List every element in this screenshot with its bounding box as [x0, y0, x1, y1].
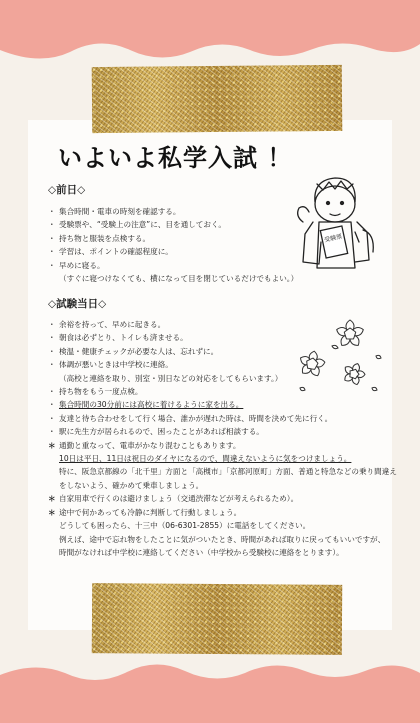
list-item: ・ 駅に先生方が居られるので、困ったことがあれば相談する。: [48, 427, 264, 437]
student-illustration-icon: [285, 172, 380, 277]
list-item-detail: 例えば、途中で忘れ物をしたことに気がついたとき、時間があれば取りに戻ってもいいですが、: [59, 534, 386, 544]
bottom-pink-wave: [0, 653, 420, 723]
list-item: ・ 朝食は必ずとり、トイレも済ませる。: [48, 333, 188, 343]
list-item-note: （高校と連絡を取り、別室・別日などの対応をしてもらいます。）: [59, 373, 283, 383]
list-item-star: ＊ 通勤と重なって、電車がかなり混むこともあります。: [48, 440, 241, 450]
list-item: ・ 学習は、ポイントの確認程度に。: [48, 247, 173, 257]
exam-ticket-label: 受験票: [323, 233, 343, 244]
list-item: ・ 友達と待ち合わせをして行く場合、誰かが遅れた時は、時間を決めて先に行く。: [48, 413, 333, 423]
list-item: ・ 集合時間の30分前には高校に着けるように家を出る。: [48, 400, 244, 410]
eve-list: [48, 205, 298, 285]
list-item-note: （すぐに寝つけなくても、横になって目を閉じているだけでもよい。）: [59, 274, 299, 284]
list-item-detail: どうしても困ったら、十三中（06-6301-2855）に電話をしてください。: [59, 521, 311, 531]
list-item: ・ 検温・健康チェックが必要な人は、忘れずに。: [48, 346, 219, 356]
cherry-blossom-icon: [292, 316, 384, 396]
section-heading-exam-day: ◇試験当日◇: [48, 298, 107, 310]
page-title: いよいよ私学入試 ！: [58, 144, 293, 172]
list-item: ・ 持ち物と服装を点検する。: [48, 233, 151, 243]
list-item-detail: 10日は平日、11日は祝日のダイヤになるので、間違えないように気をつけましょう。: [59, 454, 352, 464]
gold-tape-bottom: [92, 583, 342, 655]
section-heading-eve: ◇前日◇: [48, 184, 86, 196]
list-item: ・ 受験票や、“受験上の注意”に、目を通しておく。: [48, 220, 227, 230]
gold-tape-top: [92, 65, 343, 133]
list-item-star: ＊ 自家用車で行くのは避けましょう（交通渋滞などが考えられるため）。: [48, 494, 299, 504]
list-item-detail: 特に、阪急京都線の「北千里」方面と「高槻市」「京都河原町」方面、普通と特急などの乗り間違え: [59, 467, 397, 477]
list-item-detail: をしないよう、確かめて乗車しましょう。: [59, 480, 204, 490]
list-item: ・ 体調が悪いときは中学校に連絡。: [48, 360, 173, 370]
list-item: ・ 集合時間・電車の時刻を確認する。: [48, 207, 181, 216]
list-item: ・ 早めに寝る。: [48, 260, 105, 270]
list-item-detail: 時間がなければ中学校に連絡してください（中学校から受験校に連絡をとります）。: [59, 547, 344, 557]
list-item: ・ 持ち物をもう一度点検。: [48, 387, 143, 397]
list-item: ・ 余裕を持って、早めに起きる。: [48, 320, 166, 329]
top-pink-wave: [0, 0, 420, 70]
list-item-star: ＊ 途中で何かあっても冷静に判断して行動しましょう。: [48, 507, 242, 517]
